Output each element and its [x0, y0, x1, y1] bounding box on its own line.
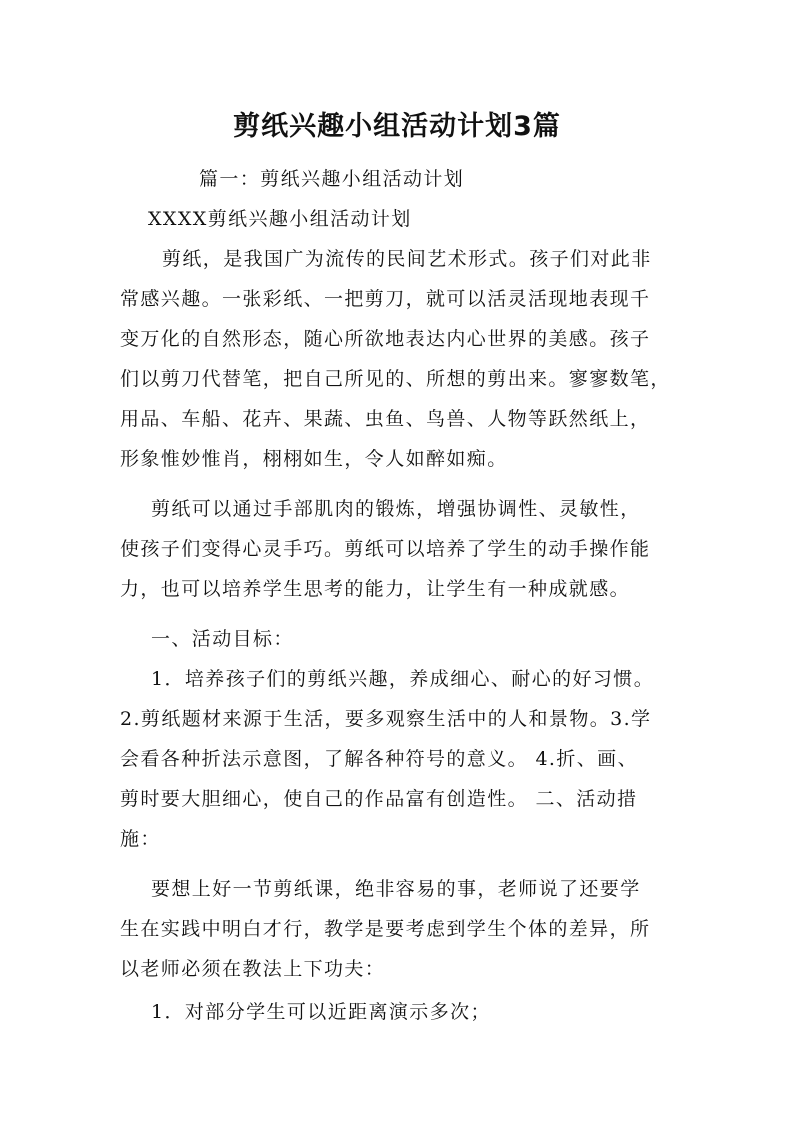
body-line: 力，也可以培养学生思考的能力，让学生有一种成就感。 — [120, 578, 631, 600]
document-title: 剪纸兴趣小组活动计划3篇 — [233, 111, 561, 142]
body-line: 剪纸，是我国广为流传的民间艺术形式。孩子们对此非 — [162, 248, 652, 270]
section-heading: 一、活动目标： — [151, 628, 294, 650]
body-line: 剪纸可以通过手部肌肉的锻炼，增强协调性、灵敏性， — [151, 498, 641, 520]
body-line: 1．培养孩子们的剪纸兴趣，养成细心、耐心的好习惯。 — [151, 668, 655, 690]
body-line: 变万化的自然形态，随心所欲地表达内心世界的美感。孩子 — [120, 328, 651, 350]
body-line: 2.剪纸题材来源于生活，要多观察生活中的人和景物。3.学 — [120, 708, 652, 730]
body-line: 们以剪刀代替笔，把自己所见的、所想的剪出来。寥寥数笔， — [120, 368, 671, 390]
body-line: 形象惟妙惟肖，栩栩如生，令人如醉如痴。 — [120, 448, 508, 470]
body-line: 以老师必须在教法上下功夫： — [120, 958, 386, 980]
body-line: 1．对部分学生可以近距离演示多次； — [151, 1001, 491, 1023]
body-line: 要想上好一节剪纸课，绝非容易的事，老师说了还要学 — [151, 878, 641, 900]
body-line: 会看各种折法示意图，了解各种符号的意义。 4.折、画、 — [120, 748, 638, 770]
body-line: 剪时要大胆细心，使自己的作品富有创造性。 二、活动措 — [120, 788, 638, 810]
section-subtitle: 篇一：剪纸兴趣小组活动计划 — [199, 168, 465, 190]
body-line: 施： — [120, 828, 161, 850]
plan-heading: XXXX剪纸兴趣小组活动计划 — [148, 208, 412, 230]
body-line: 使孩子们变得心灵手巧。剪纸可以培养了学生的动手操作能 — [120, 538, 651, 560]
body-line: 常感兴趣。一张彩纸、一把剪刀，就可以活灵活现地表现千 — [120, 288, 651, 310]
body-line: 生在实践中明白才行，教学是要考虑到学生个体的差异，所 — [120, 918, 651, 940]
body-line: 用品、车船、花卉、果蔬、虫鱼、鸟兽、人物等跃然纸上， — [120, 408, 651, 430]
